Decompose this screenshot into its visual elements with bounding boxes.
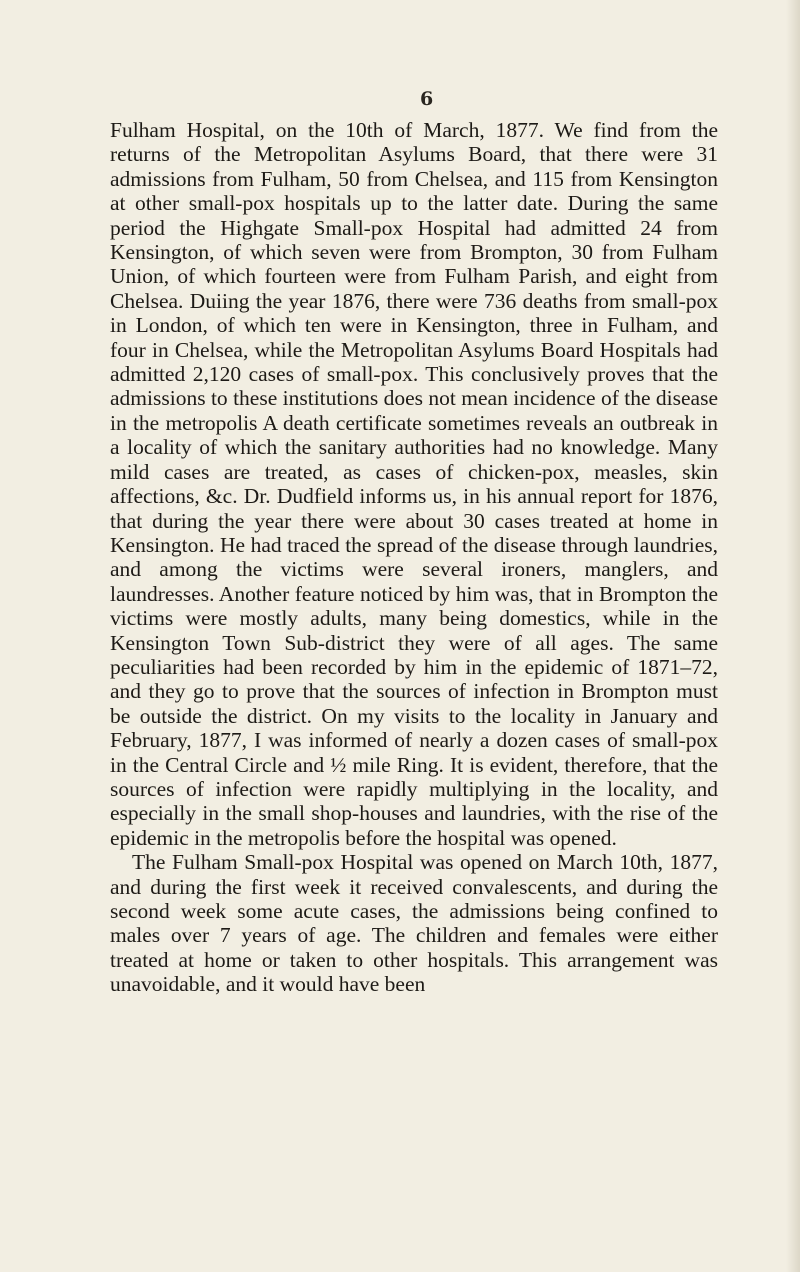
body-text: [110, 118, 718, 997]
page-edge-shadow: [786, 0, 800, 1272]
page-number: 6: [420, 88, 434, 110]
paragraph-2: The Fulham Small-pox Hospital was opened on March 10th, 1877, and during the first week it received convalescents, and during the second week some acute cases, the admissions being confined to males over 7 years of age. The children and females were either treated at home or taken to other hospitals. This arrangement was unavoidable, and it would have been: [110, 850, 718, 997]
paragraph-1: Fulham Hospital, on the 10th of March, 1877. We find from the returns of the Metropolitan Asylums Board, that there were 31 admissions from Fulham, 50 from Chelsea, and 115 from Kensington at other small-pox hospitals up to the latter date. During the same period the Highgate Small-pox Hospital had admitted 24 from Kensington, of which seven were from Brompton, 30 from Fulham Union, of which fourteen were from Fulham Parish, and eight from Chelsea. Duiing the year 1876, there were 736 deaths from small-pox in London, of which ten were in Kensington, three in Fulham, and four in Chelsea, while the Metropolitan Asylums Board Hospitals had admitted 2,120 cases of small-pox. This conclusively proves that the admissions to these institutions does not mean incidence of the disease in the metropolis A death certificate sometimes reveals an outbreak in a locality of which the sanitary authorities had no knowledge. Many mild cases are treated, as cases of chicken-pox, measles, skin affections, &c. Dr. Dudfield informs us, in his annual report for 1876, that during the year there were about 30 cases treated at home in Kensington. He had traced the spread of the disease through laundries, and among the victims were several ironers, manglers, and laundresses. Another feature noticed by him was, that in Brompton the victims were mostly adults, many being domestics, while in the Kensington Town Sub-district they were of all ages. The same peculiarities had been recorded by him in the epidemic of 1871–72, and they go to prove that the sources of infection in Brompton must be outside the district. On my visits to the locality in January and February, 1877, I was informed of nearly a dozen cases of small-pox in the Central Circle and ½ mile Ring. It is evident, therefore, that the sources of infection were rapidly multiplying in the locality, and especially in the small shop-houses and laundries, with the rise of the epidemic in the metropolis before the hospital was opened.: [110, 118, 718, 850]
